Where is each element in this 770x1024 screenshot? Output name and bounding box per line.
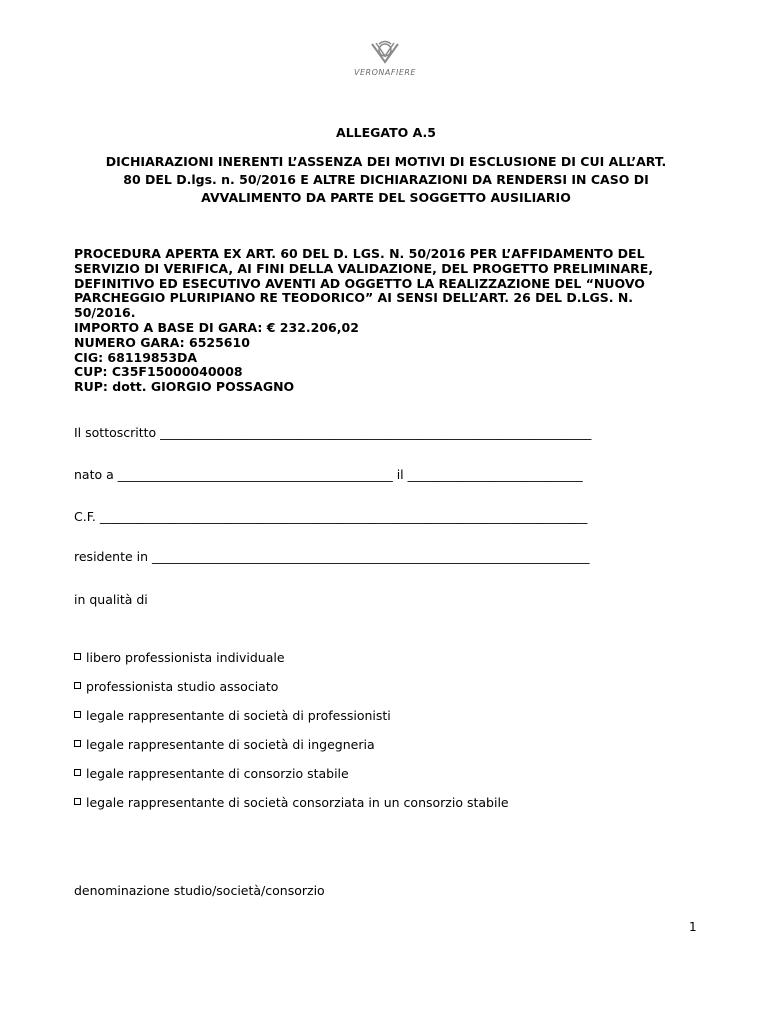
checkbox-icon[interactable] — [74, 769, 81, 776]
nato-field[interactable]: nato a ____________________________________________ il ____________________________ — [74, 467, 583, 482]
option-studio-associato[interactable] — [74, 679, 278, 695]
sottoscritto-field[interactable]: Il sottoscritto _____________________________________________________________________ — [74, 425, 592, 440]
option-societa-consorziata[interactable] — [74, 795, 509, 811]
procedure-block — [74, 247, 698, 395]
subtitle-line: 80 DEL D.lgs. n. 50/2016 E ALTRE DICHIARAZIONI DA RENDERSI IN CASO DI — [123, 172, 649, 187]
procedure-line: DEFINITIVO ED ESECUTIVO AVENTI AD OGGETTO LA REALIZZAZIONE DEL “NUOVO — [74, 275, 645, 291]
option-label: legale rappresentante di consorzio stabile — [86, 766, 349, 781]
checkbox-icon[interactable] — [74, 682, 81, 689]
rup: RUP: dott. GIORGIO POSSAGNO — [74, 379, 295, 395]
option-label: professionista studio associato — [86, 679, 279, 694]
checkbox-icon[interactable] — [74, 711, 81, 718]
veronafiere-logo-icon — [368, 40, 402, 66]
checkbox-icon[interactable] — [74, 653, 81, 660]
option-consorzio-stabile[interactable] — [74, 766, 349, 782]
cup: CUP: C35F15000040008 — [74, 364, 243, 380]
numero-gara: NUMERO GARA: 6525610 — [74, 334, 250, 350]
cig: CIG: 68119853DA — [74, 349, 198, 365]
procedure-line: 50/2016. — [74, 305, 136, 321]
procedure-line: SERVIZIO DI VERIFICA, AI FINI DELLA VALIDAZIONE, DEL PROGETTO PRELIMINARE, — [74, 260, 654, 276]
logo — [345, 40, 425, 86]
residente-field[interactable]: residente in ______________________________________________________________________ — [74, 549, 590, 564]
option-societa-professionisti[interactable] — [74, 708, 391, 724]
document-title: ALLEGATO A.5 — [336, 125, 436, 140]
logo-text: VERONAFIERE — [354, 68, 416, 77]
subtitle-line: AVVALIMENTO DA PARTE DEL SOGGETTO AUSILIARIO — [201, 190, 571, 205]
importo: IMPORTO A BASE DI GARA: € 232.206,02 — [74, 319, 359, 335]
checkbox-icon[interactable] — [74, 740, 81, 747]
document-subtitle — [74, 153, 698, 207]
cf-field[interactable]: C.F. ______________________________________________________________________________ — [74, 509, 588, 524]
option-label: legale rappresentante di società di ingegneria — [86, 737, 375, 752]
subtitle-line: DICHIARAZIONI INERENTI L’ASSENZA DEI MOTIVI DI ESCLUSIONE DI CUI ALL’ART. — [105, 154, 667, 169]
option-label: legale rappresentante di società consorziata in un consorzio stabile — [86, 795, 509, 810]
denominazione-label: denominazione studio/società/consorzio — [74, 883, 325, 898]
checkbox-icon[interactable] — [74, 798, 81, 805]
option-libero-professionista[interactable] — [74, 650, 285, 666]
option-label: legale rappresentante di società di professionisti — [86, 708, 391, 723]
qualita-label: in qualità di — [74, 592, 148, 607]
option-societa-ingegneria[interactable] — [74, 737, 375, 753]
procedure-line: PARCHEGGIO PLURIPIANO RE TEODORICO” AI SENSI DELL’ART. 26 DEL D.LGS. N. — [74, 290, 634, 306]
procedure-line: PROCEDURA APERTA EX ART. 60 DEL D. LGS. N. 50/2016 PER L’AFFIDAMENTO DEL — [74, 246, 645, 261]
option-label: libero professionista individuale — [86, 650, 285, 665]
page-number: 1 — [689, 920, 697, 934]
